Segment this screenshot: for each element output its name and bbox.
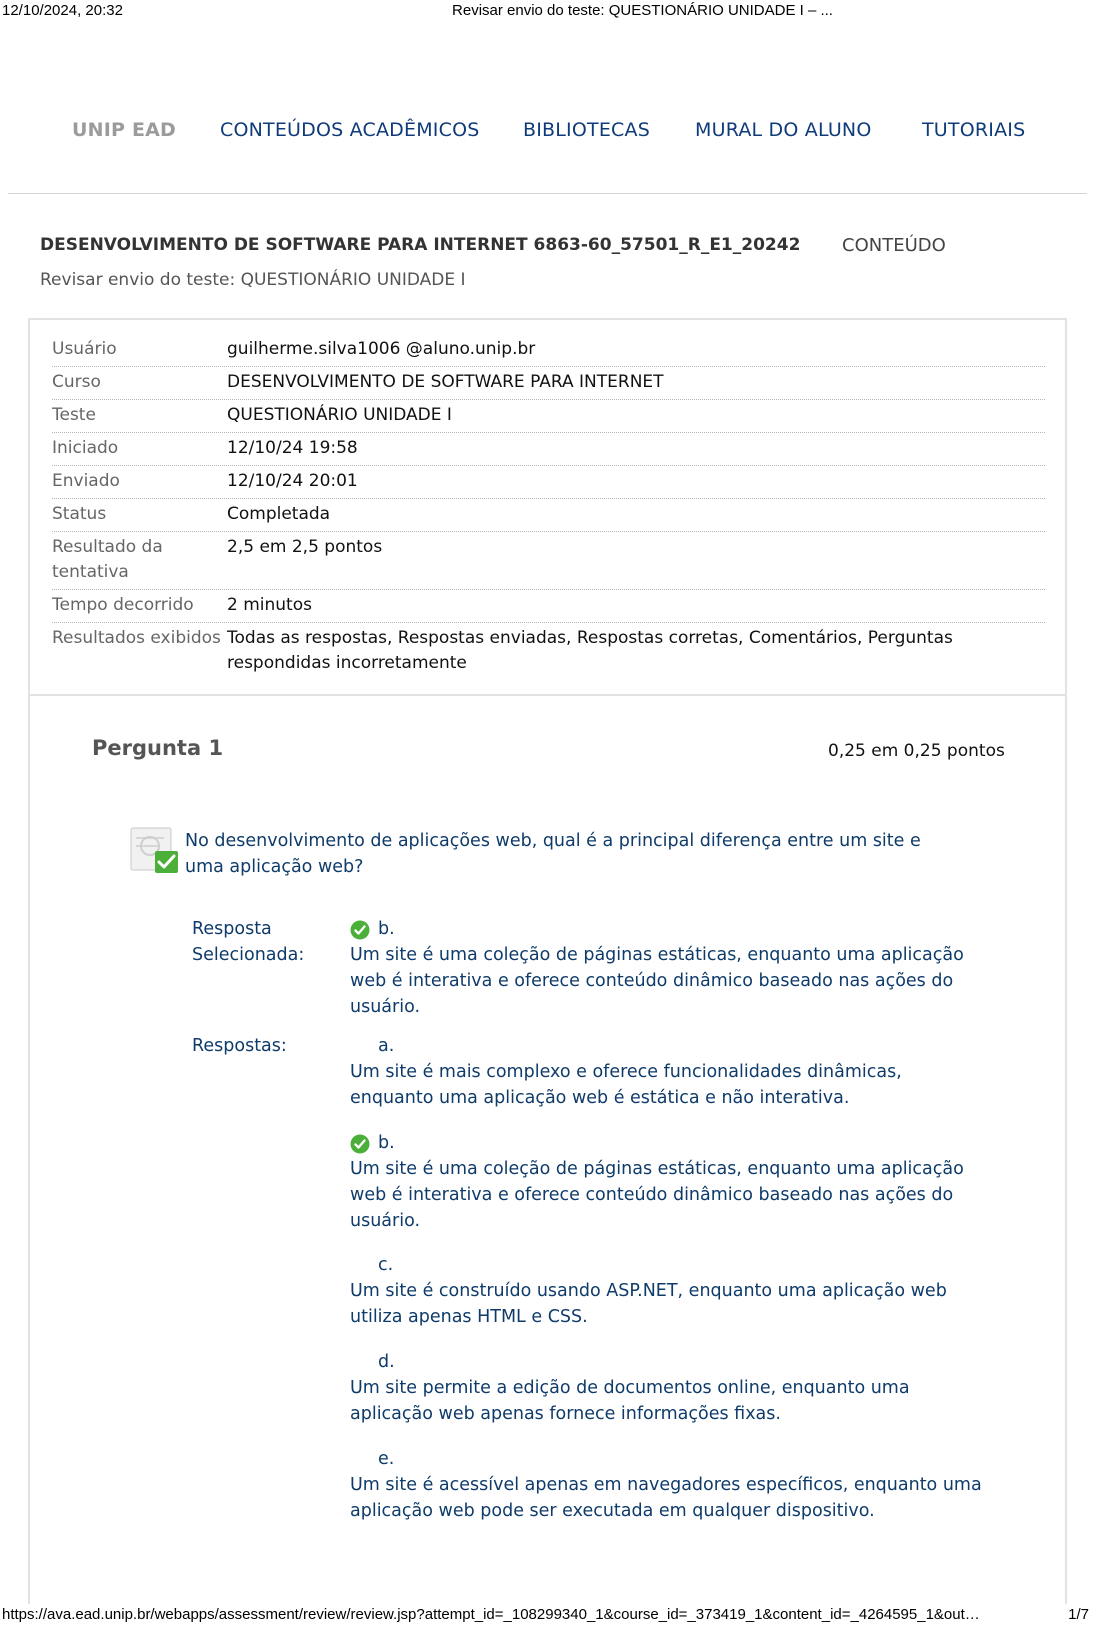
summary-value: Completada [227,504,331,524]
selected-answer-label: Resposta Selecionada: [192,919,305,965]
question-points: 0,25 em 0,25 pontos [828,741,1005,761]
selected-answer-letter [350,916,975,942]
summary-row-curso [52,367,1045,400]
summary-row-resultados-exibidos [52,623,1045,680]
attempt-summary-box [28,318,1067,696]
print-page-number: 1/7 [1068,1606,1089,1623]
selected-letter-text: b. [378,919,395,939]
summary-row-usuario [52,334,1045,367]
nav-conteudos-academicos[interactable]: CONTEÚDOS ACADÊMICOS [220,119,480,141]
check-icon [350,920,370,940]
answer-letter: c. [378,1255,394,1275]
print-datetime: 12/10/2024, 20:32 [2,2,123,19]
summary-value: Todas as respostas, Respostas enviadas, Respostas corretas, Comentários, Perguntas respondidas incorretamente [227,628,953,673]
answer-letter: e. [378,1449,395,1469]
summary-value: 2,5 em 2,5 pontos [227,537,383,557]
summary-value: guilherme.silva1006 @aluno.unip.br [227,339,536,359]
summary-label: Iniciado [52,438,119,458]
nav-bibliotecas[interactable]: BIBLIOTECAS [523,119,650,141]
top-navigation [0,113,1095,153]
summary-row-iniciado [52,433,1045,466]
summary-label: Resultados exibidos [52,628,221,648]
print-footer [0,1604,1095,1626]
answer-letter [350,1130,975,1156]
summary-label: Enviado [52,471,120,491]
answer-text: Um site é uma coleção de páginas estáticas, enquanto uma aplicação web é interativa e oferece conteúdo dinâmico baseado nas ações do usuário. [350,1159,964,1231]
answers-label: Respostas: [192,1036,287,1056]
answer-text: Um site é construído usando ASP.NET, enquanto uma aplicação web utiliza apenas HTML e CSS. [350,1281,947,1327]
answer-letter: a. [378,1036,395,1056]
summary-label: Status [52,504,107,524]
summary-value: QUESTIONÁRIO UNIDADE I [227,405,452,425]
nav-brand-unip-ead[interactable]: UNIP EAD [72,119,176,141]
answer-letter: d. [378,1352,395,1372]
answer-option-a [350,1033,975,1111]
answer-text: Um site permite a edição de documentos online, enquanto uma aplicação web apenas fornece informações fixas. [350,1378,910,1424]
print-title: Revisar envio do teste: QUESTIONÁRIO UNIDADE I – ... [452,2,833,19]
answer-option-d [350,1349,975,1427]
summary-value: 12/10/24 20:01 [227,471,358,491]
breadcrumb: Revisar envio do teste: QUESTIONÁRIO UNIDADE I [40,270,466,290]
question-correct-icon [130,826,180,876]
summary-value: DESENVOLVIMENTO DE SOFTWARE PARA INTERNET [227,372,664,392]
course-title[interactable]: DESENVOLVIMENTO DE SOFTWARE PARA INTERNET 6863-60_57501_R_E1_20242 [40,235,801,255]
summary-row-enviado [52,466,1045,499]
summary-row-resultado [52,532,1045,590]
question-heading: Pergunta 1 [92,736,224,760]
summary-value: 2 minutos [227,595,312,615]
print-header [0,0,1095,24]
summary-label: Teste [52,405,96,425]
summary-label: Tempo decorrido [52,595,194,615]
answer-option-b [350,1130,975,1234]
nav-tutoriais[interactable]: TUTORIAIS [922,119,1026,141]
answer-text: Um site é acessível apenas em navegadores específicos, enquanto uma aplicação web pode ser executada em qualquer dispositivo. [350,1475,982,1521]
conteudo-link[interactable]: CONTEÚDO [842,235,946,256]
summary-value: 12/10/24 19:58 [227,438,358,458]
answer-text: Um site é mais complexo e oferece funcionalidades dinâmicas, enquanto uma aplicação web é estática e não interativa. [350,1062,902,1108]
check-icon [350,1134,370,1154]
summary-label: Usuário [52,339,117,359]
summary-label: Resultado da tentativa [52,537,163,582]
summary-row-tempo-decorrido [52,590,1045,623]
answer-option-c [350,1252,975,1330]
summary-row-status [52,499,1045,532]
question-text: No desenvolvimento de aplicações web, qual é a principal diferença entre um site e uma aplicação web? [185,831,921,877]
selected-answer-text: Um site é uma coleção de páginas estáticas, enquanto uma aplicação web é interativa e oferece conteúdo dinâmico baseado nas ações do usuário. [350,945,964,1017]
nav-mural-do-aluno[interactable]: MURAL DO ALUNO [695,119,872,141]
attempt-summary-table [52,334,1045,680]
summary-label: Curso [52,372,101,392]
summary-row-teste [52,400,1045,433]
answer-letter-text: b. [378,1133,395,1153]
selected-answer [350,916,975,1020]
print-url: https://ava.ead.unip.br/webapps/assessment/review/review.jsp?attempt_id=_108299340_1&course_id=_373419_1&content_id=_4264595_1&out… [2,1606,980,1623]
nav-divider [8,193,1087,194]
answer-option-e [350,1446,990,1524]
